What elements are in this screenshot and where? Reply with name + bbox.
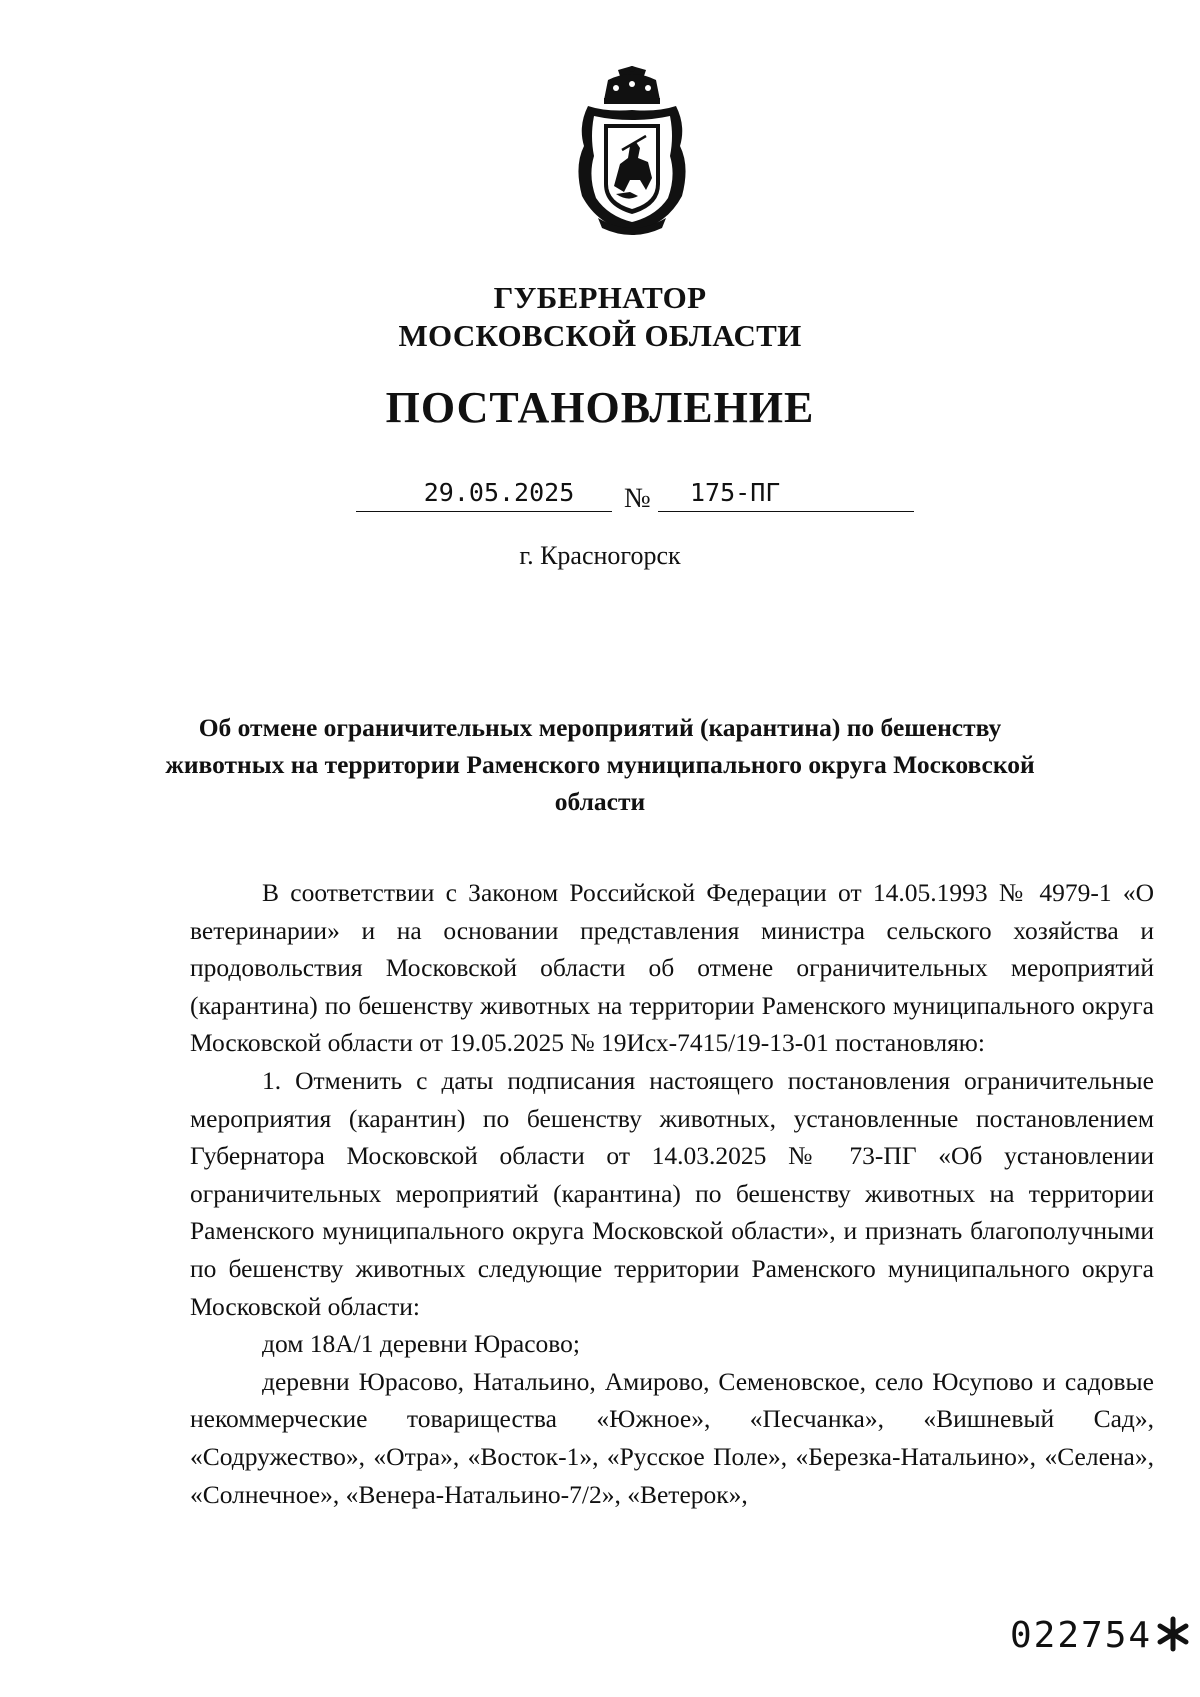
asterisk-mark-icon [1155, 1616, 1191, 1652]
number-sign: № [624, 483, 651, 514]
document-body [190, 874, 1154, 1513]
authority-name-line2: МОСКОВСКОЙ ОБЛАСТИ [398, 318, 802, 353]
territory-list-item: дом 18А/1 деревни Юрасово; [262, 1329, 580, 1359]
document-type-heading: ПОСТАНОВЛЕНИЕ [385, 383, 815, 432]
registration-date: 29.05.2025 [356, 478, 612, 512]
territory-list-item: деревни Юрасово, Натальино, Амирово, Семеновское, село Юсупово и садовые некоммерческие товарищества «Южное», «Песчанка», «Вишневый Сад», «Содружество», «Отра», «Восток-1», «Русское Поле», «Березка-Натальино», «Селена», «Солнечное», «Венера-Натальино-7/2», «Ветерок», [190, 1366, 1154, 1509]
preamble-paragraph: В соответствии с Законом Российской Федерации от 14.05.1993 № 4979-1 «О ветеринарии» и на основании представления министра сельского хозяйства и продовольствия Московской области об отмене ограничительных мероприятий (карантина) по бешенству животных на территории Раменского муниципального округа Московской области от 19.05.2025 № 19Исх-7415/19-13-01 постановляю: [190, 878, 1154, 1058]
clause-1-paragraph: 1. Отменить с даты подписания настоящего постановления ограничительные мероприятия (карантин) по бешенству животных, установленные постановлением Губернатора Московской области от 14.03.2025 № 73-ПГ «Об установлении ограничительных мероприятий (карантина) по бешенству животных на территории Раменского муниципального округа Московской области», и признать благополучными по бешенству животных следующие территории Раменского муниципального округа Московской области: [190, 1065, 1154, 1321]
registration-number: 175-ПГ [658, 478, 914, 512]
coat-of-arms-icon [568, 66, 696, 236]
authority-name-line1: ГУБЕРНАТОР [493, 280, 707, 315]
page-serial-number: 022754 [1010, 1615, 1153, 1656]
document-title: Об отмене ограничительных мероприятий (карантина) по бешенству животных на территории Раменского муниципального округа Московской области [165, 713, 1035, 816]
city-of-issue: г. Красногорск [519, 541, 681, 570]
